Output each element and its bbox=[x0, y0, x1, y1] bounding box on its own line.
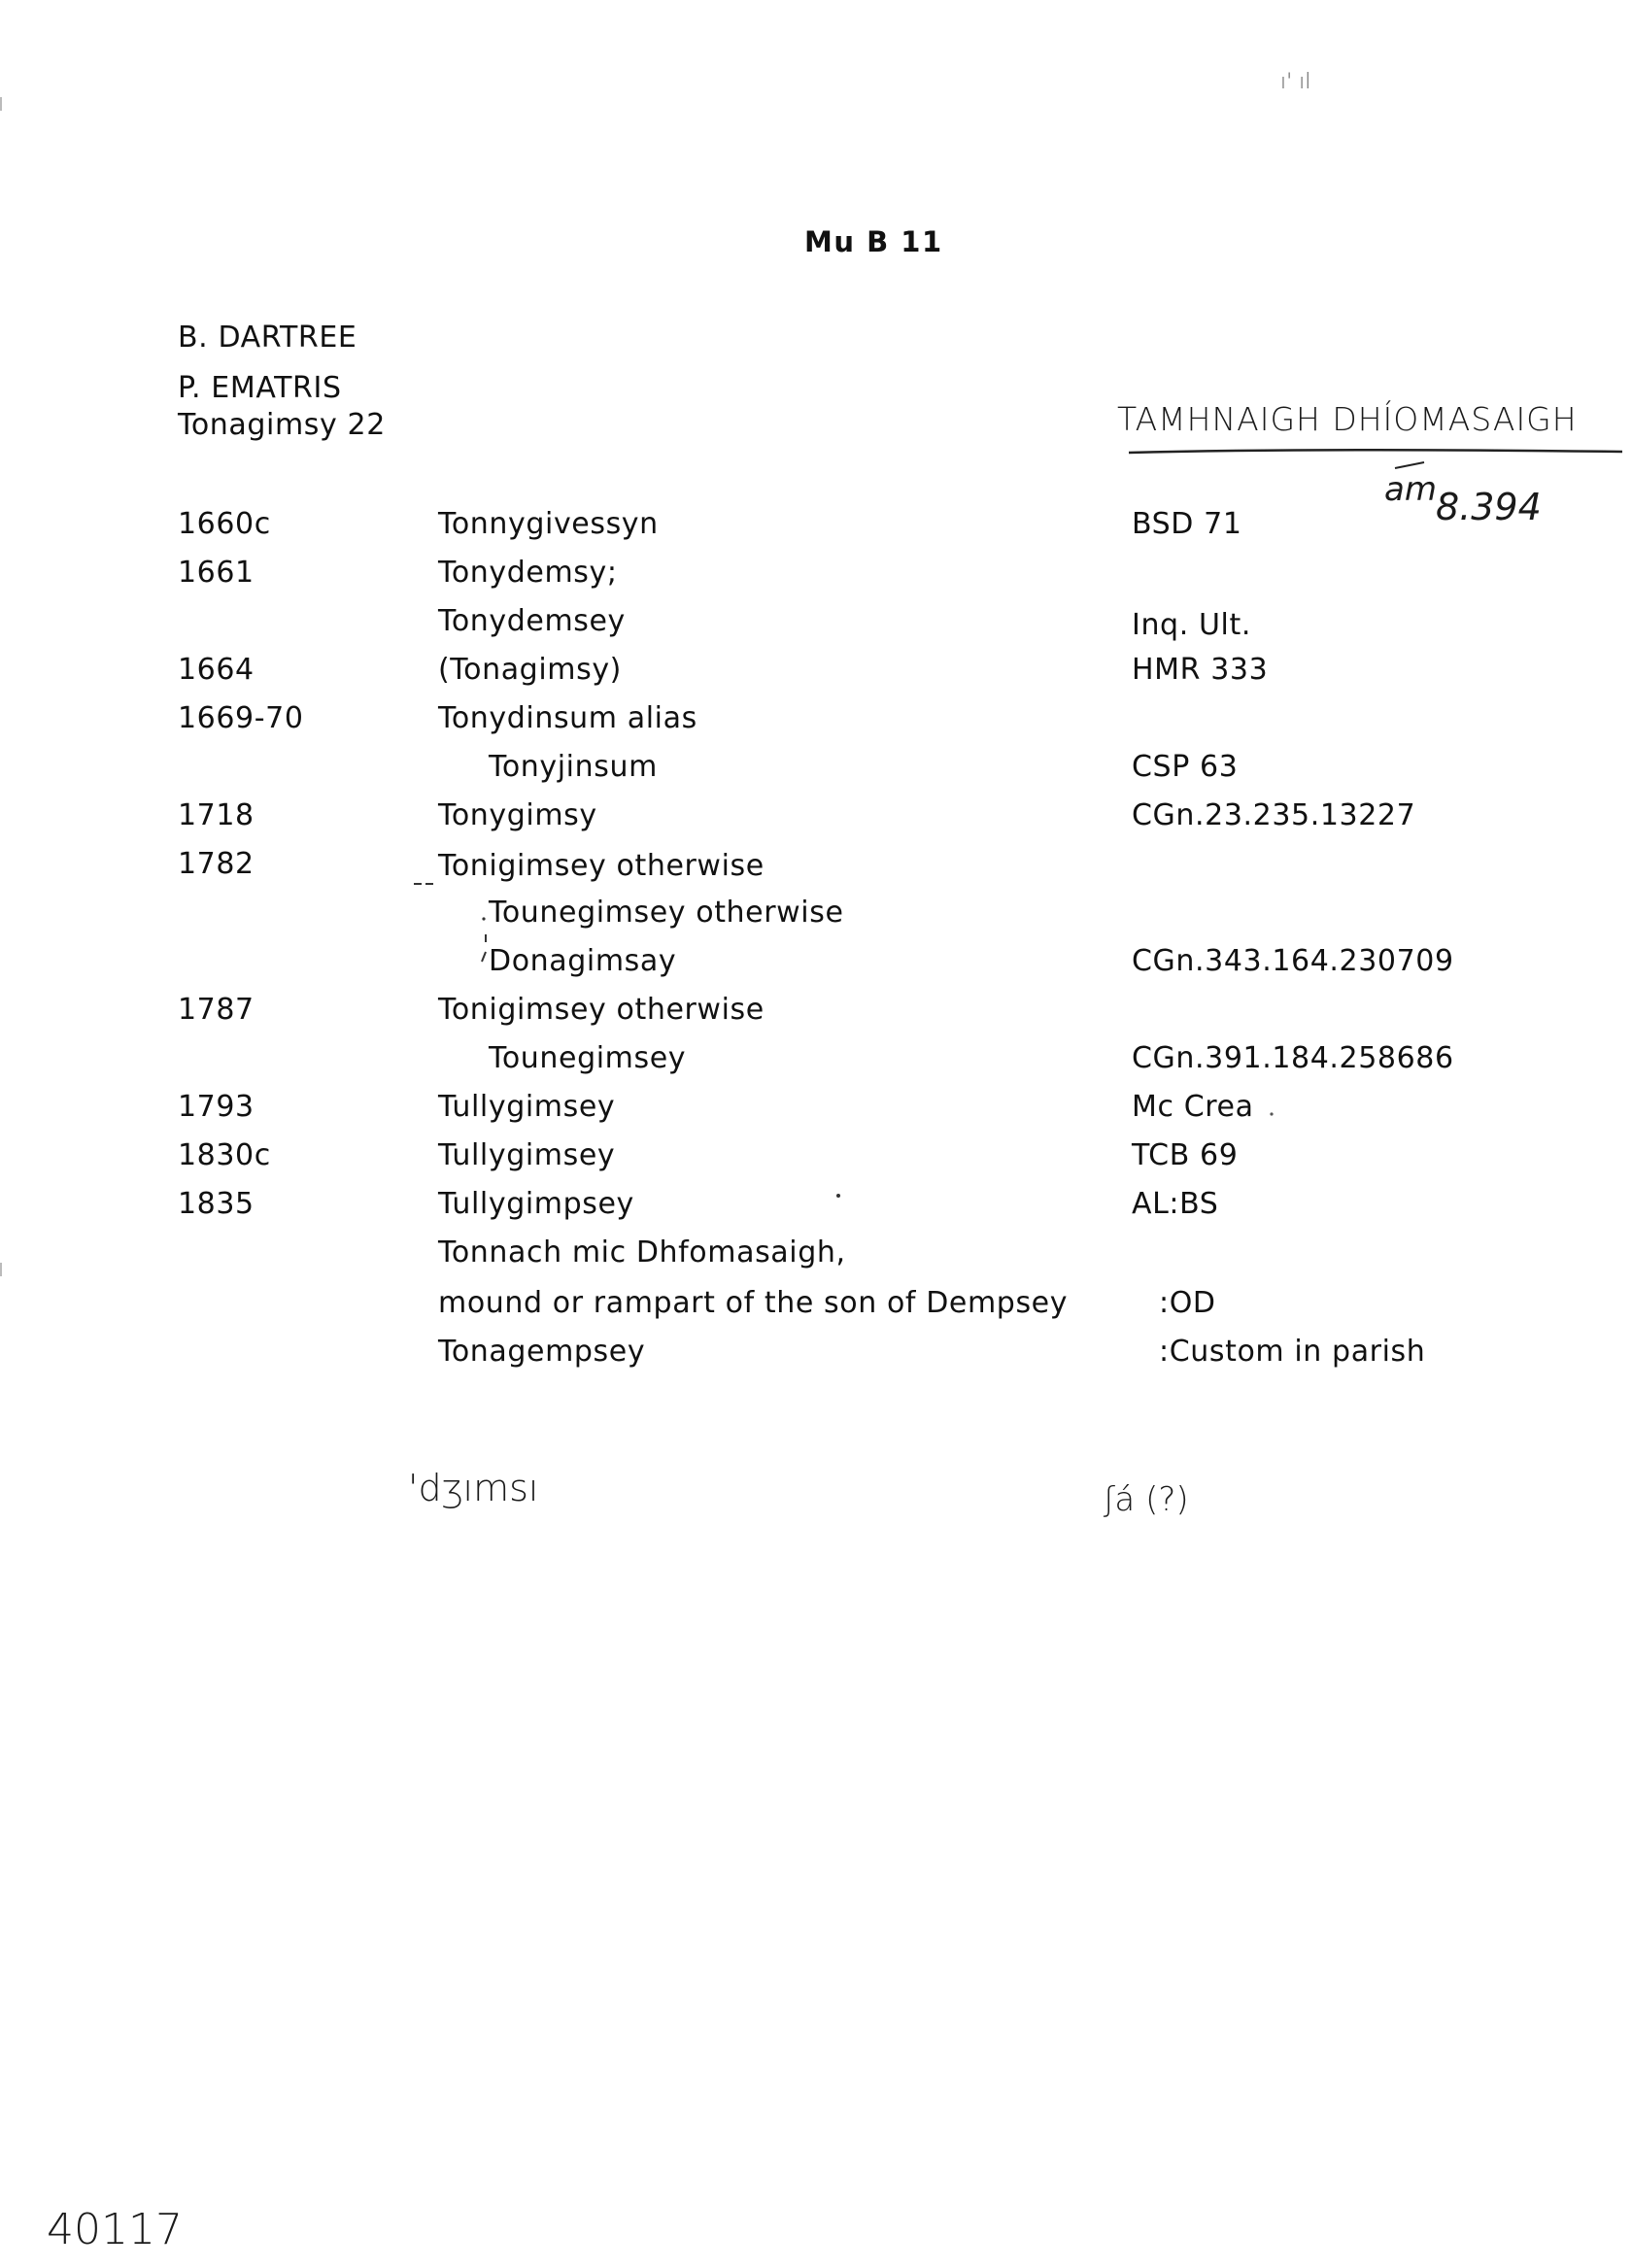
stray-mark bbox=[1267, 1109, 1276, 1119]
entry-year: 1787 bbox=[178, 993, 255, 1027]
table-row bbox=[0, 604, 1632, 651]
entry-form: Tounegimsey otherwise bbox=[489, 896, 844, 930]
reference-handwritten: 8.394 bbox=[1436, 486, 1542, 528]
entry-source: CGn.343.164.230709 bbox=[1132, 944, 1454, 978]
entry-year: 1664 bbox=[178, 653, 255, 687]
stray-mark bbox=[833, 1191, 843, 1201]
entry-source: CSP 63 bbox=[1132, 750, 1239, 784]
townland-label: Tonagimsy 22 bbox=[178, 408, 386, 442]
table-row bbox=[0, 896, 1632, 942]
entry-form: Tullygimpsey bbox=[438, 1187, 634, 1221]
entry-year: 1669-70 bbox=[178, 701, 304, 735]
entry-form: Tonydemsy; bbox=[438, 556, 618, 590]
entry-source: Mc Crea bbox=[1132, 1090, 1254, 1124]
pronunciation-handwritten: 'dʒımsı bbox=[408, 1467, 539, 1509]
table-row bbox=[0, 750, 1632, 796]
stray-mark bbox=[412, 878, 441, 890]
entry-source: :OD bbox=[1159, 1286, 1216, 1320]
entry-form: Tullygimsey bbox=[438, 1090, 616, 1124]
table-row bbox=[0, 556, 1632, 602]
table-row bbox=[0, 1138, 1632, 1185]
stray-mark bbox=[480, 913, 492, 981]
entry-source: :Custom in parish bbox=[1159, 1335, 1426, 1369]
table-row bbox=[0, 944, 1632, 991]
table-row bbox=[0, 1187, 1632, 1234]
table-row bbox=[0, 1236, 1632, 1282]
entry-form: mound or rampart of the son of Dempsey bbox=[438, 1286, 1069, 1320]
entry-form: Tullygimsey bbox=[438, 1138, 616, 1172]
irish-name-handwritten: TAMHNAIGH DHÍOMASAIGH bbox=[1117, 400, 1578, 438]
entry-year: 1782 bbox=[178, 847, 255, 881]
table-row bbox=[0, 1286, 1632, 1333]
entry-year: 1718 bbox=[178, 798, 255, 832]
entry-form: Tonyjinsum bbox=[489, 750, 658, 784]
scan-mark bbox=[0, 97, 2, 111]
entry-form: Tounegimsey bbox=[489, 1041, 687, 1075]
entry-source: CGn.23.235.13227 bbox=[1132, 798, 1416, 832]
entry-form: Tonigimsey otherwise bbox=[438, 993, 765, 1027]
table-row bbox=[0, 1090, 1632, 1136]
entry-form: Tonnach mic Dhfomasaigh, bbox=[438, 1236, 846, 1269]
parish-label: P. EMATRIS bbox=[178, 371, 342, 405]
reference-macron bbox=[1391, 458, 1430, 474]
entry-source: BSD 71 bbox=[1132, 507, 1242, 541]
entry-form: Donagimsay bbox=[489, 944, 677, 978]
entry-year: 1661 bbox=[178, 556, 255, 590]
note-handwritten: ʃá (?) bbox=[1104, 1480, 1189, 1519]
reference-prefix-handwritten: am bbox=[1384, 470, 1437, 509]
table-row bbox=[0, 1335, 1632, 1381]
barony-label: B. DARTREE bbox=[178, 321, 357, 355]
entry-year: 1793 bbox=[178, 1090, 255, 1124]
entry-form: (Tonagimsy) bbox=[438, 653, 622, 687]
entry-source: CGn.391.184.258686 bbox=[1132, 1041, 1454, 1075]
table-row bbox=[0, 507, 1632, 554]
entry-year: 1660c bbox=[178, 507, 271, 541]
entry-form: Tonigimsey otherwise bbox=[438, 849, 765, 883]
entry-form: Tonagempsey bbox=[438, 1335, 646, 1369]
table-row bbox=[0, 993, 1632, 1039]
entry-source: Inq. Ult. bbox=[1132, 608, 1251, 642]
corner-mark: ı' ıl bbox=[1280, 70, 1311, 94]
table-row bbox=[0, 701, 1632, 748]
table-row bbox=[0, 1041, 1632, 1088]
entry-form: Tonydemsey bbox=[438, 604, 626, 638]
entry-source: TCB 69 bbox=[1132, 1138, 1239, 1172]
page-title: Mu B 11 bbox=[804, 225, 943, 258]
table-row bbox=[0, 847, 1632, 894]
entry-source: AL:BS bbox=[1132, 1187, 1219, 1221]
entry-source: HMR 333 bbox=[1132, 653, 1269, 687]
entry-form: Tonygimsy bbox=[438, 798, 597, 832]
entry-form: Tonnygivessyn bbox=[438, 507, 659, 541]
entry-year: 1835 bbox=[178, 1187, 255, 1221]
entry-year: 1830c bbox=[178, 1138, 271, 1172]
irish-name-underline bbox=[1127, 443, 1632, 462]
table-row bbox=[0, 798, 1632, 845]
table-row bbox=[0, 653, 1632, 699]
entry-form: Tonydinsum alias bbox=[438, 701, 697, 735]
footer-number-handwritten: 40117 bbox=[47, 2205, 183, 2254]
